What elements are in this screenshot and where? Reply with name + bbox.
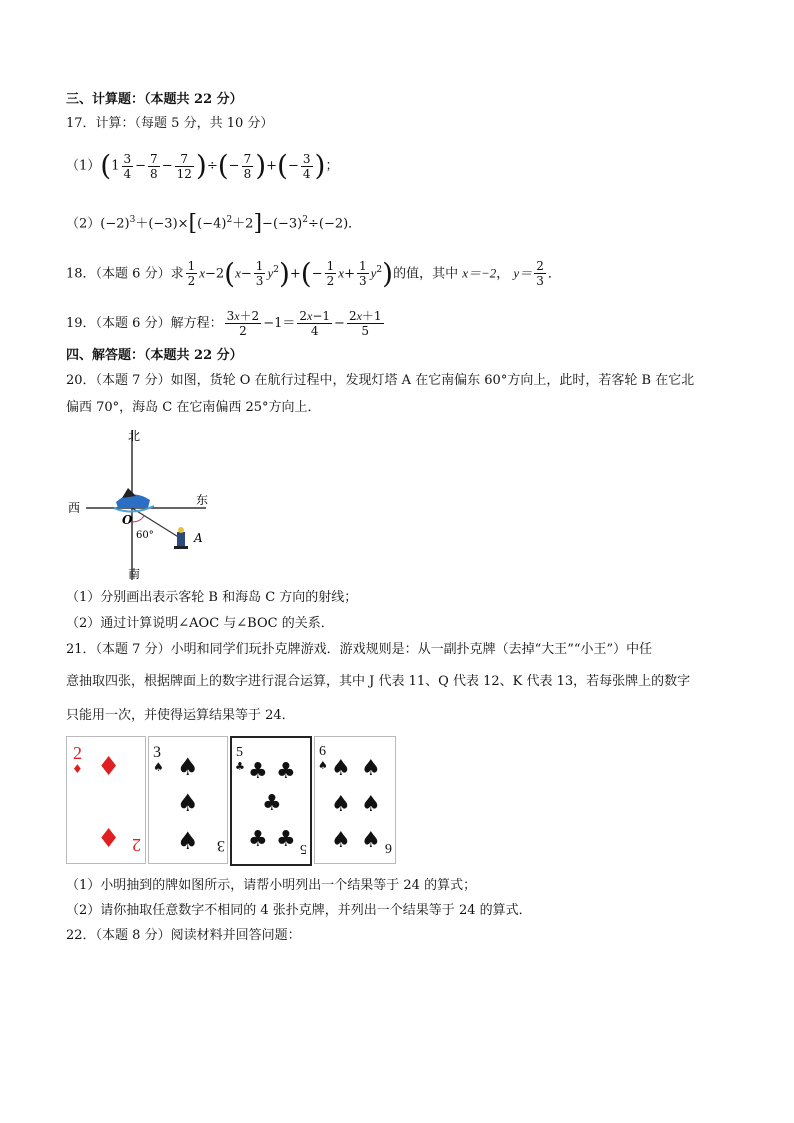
q18-line: 18．（本题 6 分）求 $\frac{1}{2}$ x−2(x− $\frac{1}{3}$ $y^2)+(-$ $\frac{1}{2}$ x+ $\frac{1}{3}$ $y^2$)的值，其中 x＝−2， y＝ $\frac{2}{3}$ ．	[66, 256, 561, 290]
svg-text:♠: ♠	[361, 828, 381, 853]
card-6-spades	[314, 736, 396, 864]
svg-text:♣: ♣	[235, 760, 245, 773]
q21-line3: 只能用一次，并使得运算结果等于 24．	[66, 708, 295, 723]
q20-sub2: （2）通过计算说明∠AOC 与∠BOC 的关系．	[66, 616, 334, 631]
section-4-title: 四、解答题：（本题共 22 分）	[66, 348, 243, 363]
q17-part1: （1）(1 $\frac{3}{4}$ − $\frac{7}{8}$ − $\frac{7}{12}$ )÷(− $\frac{7}{8}$ )+(− $\frac{3}{4}$ )；	[66, 149, 339, 182]
playing-cards	[66, 736, 396, 864]
svg-text:2: 2	[73, 743, 82, 763]
q21-sub2: （2）请你抽取任意数字不相同的 4 张扑克牌，并列出一个结果等于 24 的算式．	[66, 903, 532, 918]
svg-text:♠: ♠	[177, 753, 199, 781]
q17-stem: 17．计算：（每题 5 分，共 10 分）	[66, 116, 274, 131]
svg-text:♠: ♠	[361, 792, 381, 817]
card-3-spades	[148, 736, 228, 864]
section-3-title: 三、计算题：（本题共 22 分）	[66, 92, 243, 107]
svg-text:♣: ♣	[248, 827, 268, 852]
q20-sub1: （1）分别画出表示客轮 B 和海岛 C 方向的射线；	[66, 590, 358, 605]
card-2-diamonds	[66, 736, 146, 864]
svg-text:5: 5	[236, 745, 243, 760]
svg-text:♠: ♠	[331, 792, 351, 817]
q18-prefix: 18．（本题 6 分）求	[66, 266, 184, 282]
svg-text:3: 3	[217, 837, 225, 854]
angle-60-label: 60°	[136, 530, 154, 541]
angle-arc	[132, 516, 144, 522]
q21-line1: 21．（本题 7 分）小明和同学们玩扑克牌游戏．游戏规则是：从一副扑克牌（去掉“大王”“小王”）中任	[66, 642, 653, 657]
svg-text:♦: ♦	[97, 824, 121, 854]
svg-text:6: 6	[385, 840, 392, 855]
east-label: 东	[196, 493, 209, 507]
south-label: 南	[128, 567, 141, 581]
q21-line2: 意抽取四张，根据牌面上的数字进行混合运算，其中 J 代表 11、Q 代表 12、K 代表 13，若每张牌上的数字	[66, 674, 691, 689]
point-a-label: A	[194, 531, 203, 545]
card-5-clubs	[230, 736, 312, 866]
q18-end: ．	[547, 266, 561, 282]
q19-line: 19．（本题 6 分）解方程： $\frac{3x+2}{2}$ −1＝ $\frac{2x-1}{4}$ − $\frac{2x+1}{5}$	[66, 309, 382, 338]
svg-text:5: 5	[300, 841, 307, 856]
svg-text:♠: ♠	[331, 756, 351, 781]
q20-line1: 20．（本题 7 分）如图，货轮 O 在航行过程中，发现灯塔 A 在它南偏东 60°方向上，此时，若客轮 B 在它北	[66, 373, 695, 388]
q18-middle: 的值，其中	[393, 266, 459, 282]
point-o-label: O	[122, 513, 133, 527]
svg-text:6: 6	[319, 744, 326, 759]
svg-text:♠: ♠	[153, 760, 164, 774]
q17-part2-label: （2）	[66, 216, 101, 232]
svg-text:♠: ♠	[361, 756, 381, 781]
west-label: 西	[68, 501, 81, 515]
north-label: 北	[128, 429, 141, 443]
q20-line2: 偏西 70°，海岛 C 在它南偏西 25°方向上．	[66, 400, 321, 415]
svg-text:♠: ♠	[177, 827, 199, 855]
q17-part1-label: （1）	[66, 158, 101, 174]
lighthouse-icon	[174, 527, 188, 549]
q19-prefix: 19．（本题 6 分）解方程：	[66, 316, 223, 331]
svg-text:♣: ♣	[276, 759, 296, 784]
svg-text:2: 2	[132, 835, 141, 855]
q21-sub1: （1）小明抽到的牌如图所示，请帮小明列出一个结果等于 24 的算式；	[66, 878, 477, 893]
svg-text:♣: ♣	[276, 827, 296, 852]
svg-text:♠: ♠	[177, 789, 199, 817]
q18-x-value: x＝−2	[462, 265, 497, 281]
q18-y-eq: y＝	[513, 265, 533, 281]
svg-text:♠: ♠	[318, 759, 328, 772]
svg-text:♦: ♦	[72, 762, 83, 776]
q17-part2: $(2)(-2)^3+(-3)\times[(-4)^2+2]-(-3)^2\div(-2)$．	[66, 210, 362, 236]
q22-line1: 22．（本题 8 分）阅读材料并回答问题：	[66, 928, 301, 943]
svg-text:3: 3	[153, 744, 161, 761]
svg-text:♣: ♣	[248, 759, 268, 784]
svg-text:♦: ♦	[97, 752, 121, 782]
svg-text:♣: ♣	[262, 791, 282, 816]
svg-text:♠: ♠	[331, 828, 351, 853]
compass-figure	[66, 426, 226, 584]
